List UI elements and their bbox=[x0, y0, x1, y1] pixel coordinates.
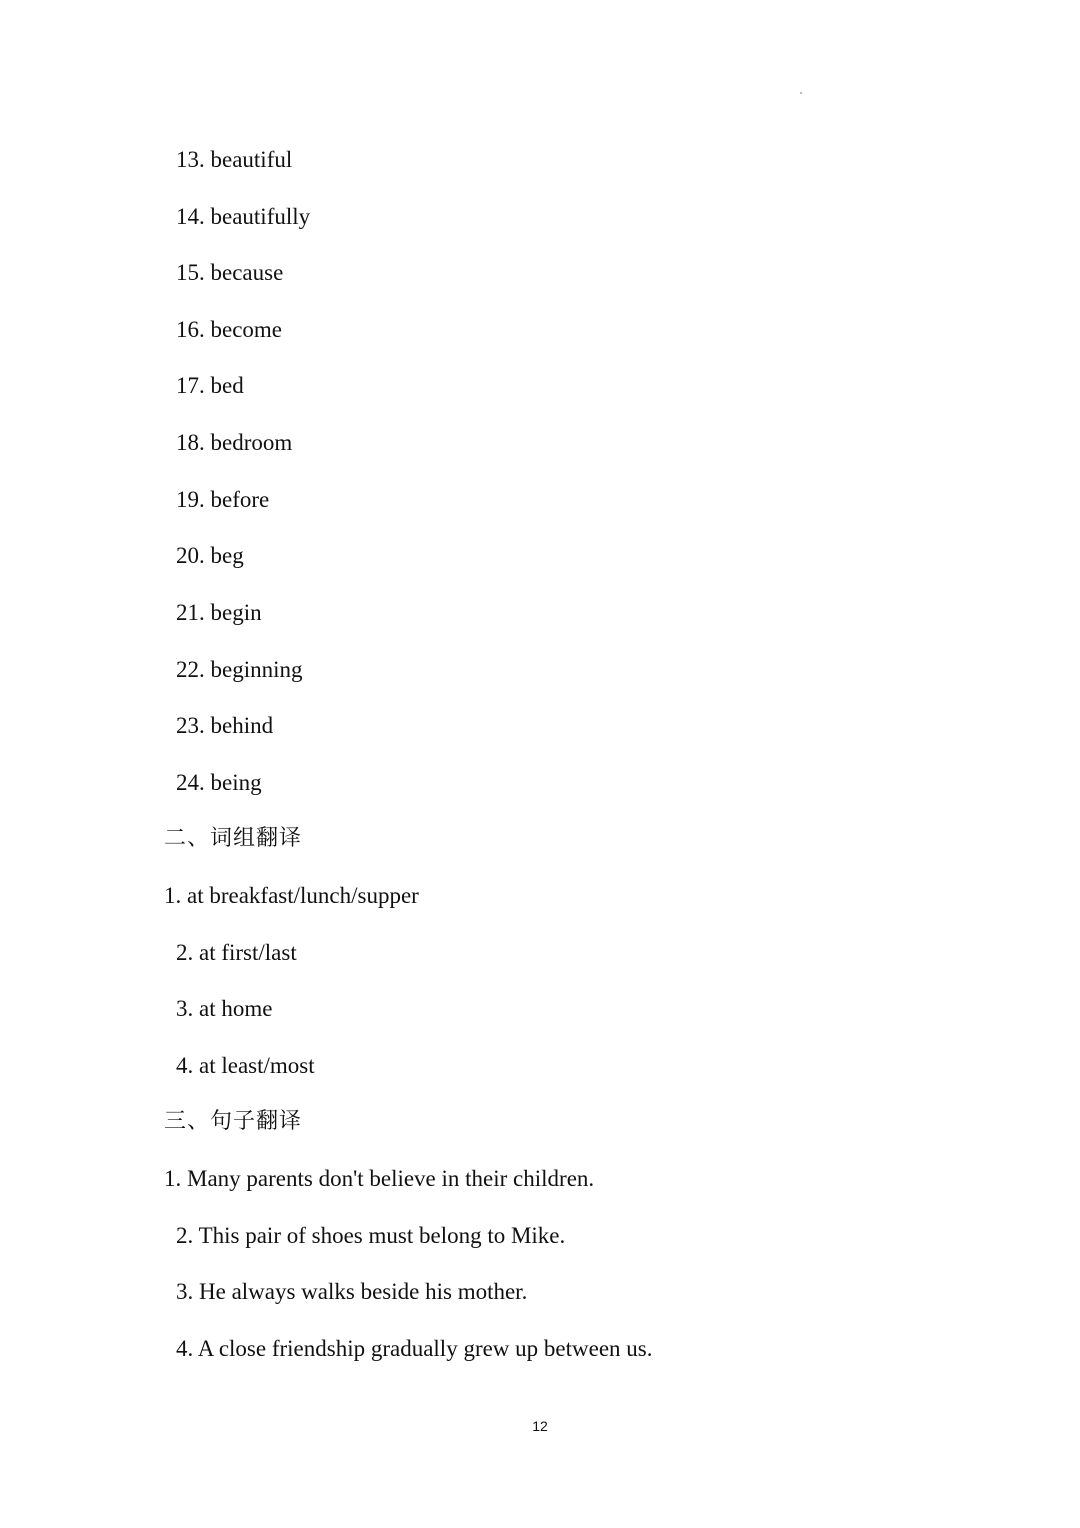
vocab-item-24: 24. being bbox=[176, 770, 262, 795]
vocab-item-16: 16. become bbox=[176, 317, 283, 342]
vocab-item-21: 21. begin bbox=[176, 600, 262, 625]
vocab-item-17: 17. bed bbox=[176, 373, 244, 398]
sentence-item-1: 1. Many parents don't believe in their children. bbox=[164, 1166, 595, 1191]
sentence-item-4: 4. A close friendship gradually grew up between us. bbox=[176, 1336, 653, 1361]
phrase-item-1: 1. at breakfast/lunch/supper bbox=[164, 883, 419, 908]
phrase-item-2: 2. at first/last bbox=[176, 940, 297, 965]
sentence-item-2: 2. This pair of shoes must belong to Mike. bbox=[176, 1223, 566, 1248]
vocab-item-19: 19. before bbox=[176, 487, 270, 512]
vocab-item-23: 23. behind bbox=[176, 713, 274, 738]
vocab-item-18: 18. bedroom bbox=[176, 430, 293, 455]
sentence-item-3: 3. He always walks beside his mother. bbox=[176, 1279, 528, 1304]
vocab-item-14: 14. beautifully bbox=[176, 204, 311, 229]
phrase-item-4: 4. at least/most bbox=[176, 1053, 315, 1078]
vocab-item-22: 22. beginning bbox=[176, 657, 303, 682]
vocab-item-13: 13. beautiful bbox=[176, 147, 293, 172]
phrase-item-3: 3. at home bbox=[176, 996, 273, 1021]
speck-mark bbox=[800, 92, 802, 94]
section-heading-sentences: 三、句子翻译 bbox=[164, 1109, 303, 1134]
section-heading-phrases: 二、词组翻译 bbox=[164, 826, 303, 851]
page-number: 12 bbox=[532, 1418, 548, 1434]
vocab-item-20: 20. beg bbox=[176, 543, 244, 568]
vocab-item-15: 15. because bbox=[176, 260, 284, 285]
